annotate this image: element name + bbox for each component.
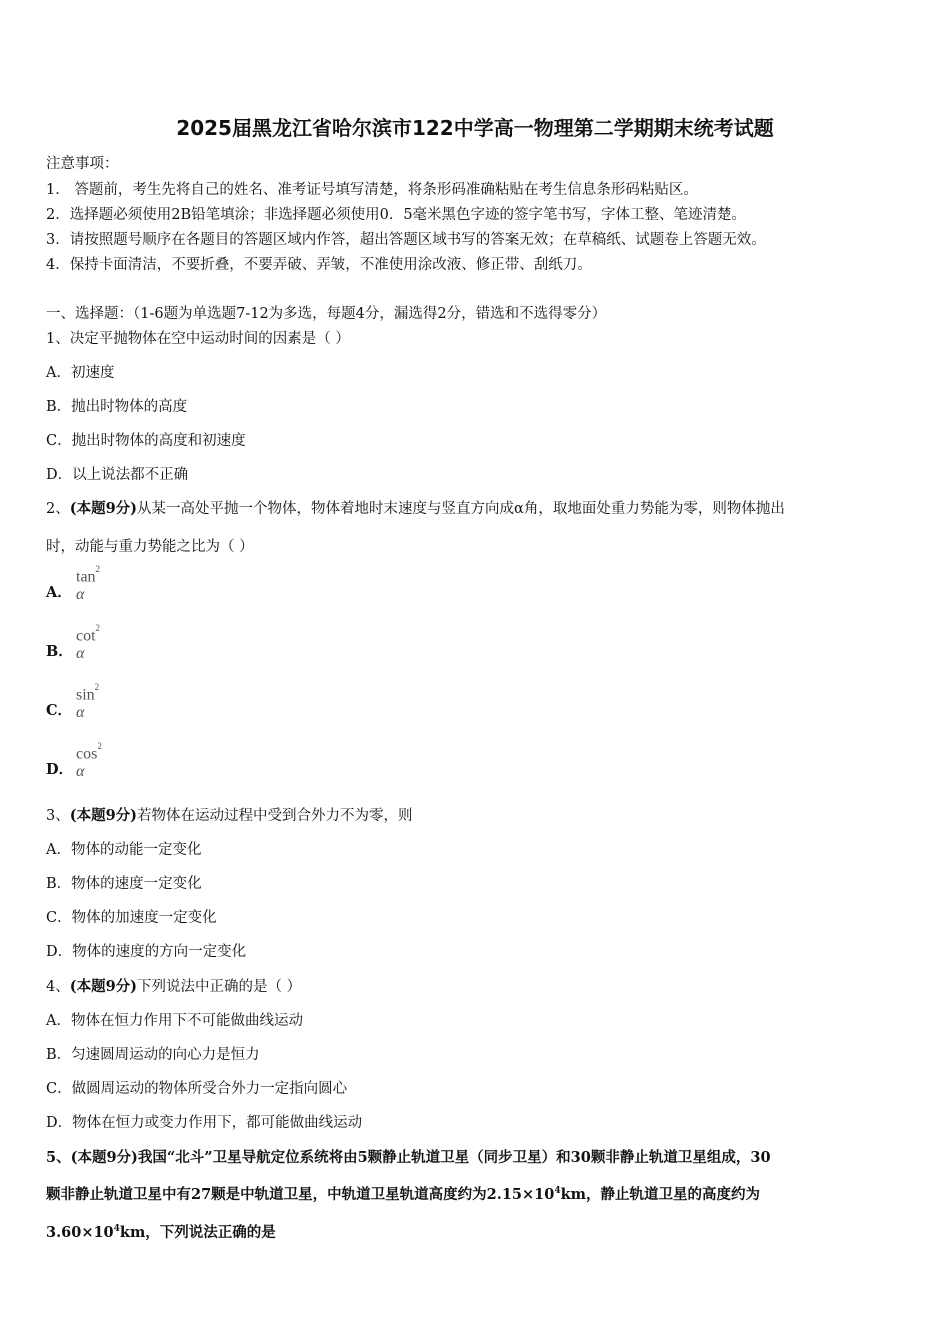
page-title: 2025届黑龙江省哈尔滨市122中学高一物理第二学期期末统考试题 bbox=[176, 116, 774, 140]
q5-line2-b: km，静止轨道卫星的高度约为 bbox=[560, 1186, 760, 1203]
q2-c-var: α bbox=[76, 704, 85, 722]
q2-a-fn: tan bbox=[76, 568, 96, 586]
q2-option-a-label: A． bbox=[46, 584, 72, 601]
q3-stem bbox=[46, 804, 413, 825]
q2-tag: (本题9分) bbox=[69, 500, 138, 517]
q4-stem bbox=[46, 975, 301, 996]
q2-a-var: α bbox=[76, 586, 85, 604]
q5-line2-exp: 4 bbox=[554, 1186, 561, 1197]
q1-option-d: D．以上说法都不正确 bbox=[46, 467, 189, 483]
note-item-3: 3．请按照题号顺序在各题目的答题区域内作答，超出答题区域书写的答案无效；在草稿纸、试题卷上答题无效。 bbox=[46, 232, 766, 248]
q2-option-c-label: C． bbox=[46, 702, 73, 719]
q5-line1-text: 我国“北斗”卫星导航定位系统将由5颗静止轨道卫星（同步卫星）和30颗非静止轨道卫星组成，30 bbox=[137, 1149, 771, 1166]
q4-option-d: D．物体在恒力或变力作用下，都可能做曲线运动 bbox=[46, 1115, 363, 1131]
q5-line3-exp: 4 bbox=[113, 1224, 120, 1235]
q2-option-d-formula bbox=[76, 741, 102, 781]
q2-option-a-formula bbox=[76, 564, 101, 604]
q3-stem-text: 若物体在运动过程中受到合外力不为零，则 bbox=[137, 808, 413, 824]
q5-stem-line1 bbox=[46, 1146, 771, 1167]
q3-option-a: A．物体的动能一定变化 bbox=[46, 842, 202, 858]
q5-tag: (本题9分) bbox=[70, 1149, 138, 1166]
q2-stem-line2: 时，动能与重力势能之比为（ ） bbox=[46, 539, 254, 555]
q3-tag: (本题9分) bbox=[69, 807, 138, 824]
q2-b-fn: cot bbox=[76, 627, 96, 645]
q2-option-b-label: B． bbox=[46, 643, 73, 660]
q2-c-fn: sin bbox=[76, 686, 95, 704]
q5-number: 5、 bbox=[46, 1149, 71, 1166]
q4-option-b: B．匀速圆周运动的向心力是恒力 bbox=[46, 1047, 260, 1063]
q2-number: 2、 bbox=[46, 501, 70, 517]
q1-option-a: A．初速度 bbox=[46, 365, 115, 381]
q1-option-b: B．抛出时物体的高度 bbox=[46, 399, 188, 415]
q3-option-d: D．物体的速度的方向一定变化 bbox=[46, 944, 247, 960]
q5-line3-a: 3.60×10 bbox=[46, 1224, 114, 1241]
q4-option-a: A．物体在恒力作用下不可能做曲线运动 bbox=[46, 1013, 303, 1029]
q5-stem-line3 bbox=[46, 1221, 276, 1242]
q2-d-exp: 2 bbox=[97, 741, 102, 751]
note-item-4: 4．保持卡面清洁，不要折叠，不要弄破、弄皱，不准使用涂改液、修正带、刮纸刀。 bbox=[46, 257, 592, 273]
section-heading: 一、选择题：（1-6题为单选题7-12为多选，每题4分，漏选得2分，错选和不选得零分） bbox=[46, 306, 607, 322]
q2-d-fn: cos bbox=[76, 745, 98, 763]
q3-option-c: C．物体的加速度一定变化 bbox=[46, 910, 217, 926]
q1-option-c: C．抛出时物体的高度和初速度 bbox=[46, 433, 246, 449]
q2-option-c-formula bbox=[76, 682, 100, 722]
q4-tag: (本题9分) bbox=[69, 978, 138, 995]
q2-a-exp: 2 bbox=[95, 564, 101, 574]
q1-stem: 1、决定平抛物体在空中运动时间的因素是（ ） bbox=[46, 331, 350, 347]
q2-stem-text1: 从某一高处平抛一个物体，物体着地时末速度与竖直方向成α角，取地面处重力势能为零，则物体抛出 bbox=[137, 501, 785, 517]
notes-heading: 注意事项： bbox=[46, 156, 119, 172]
q2-option-d-label: D． bbox=[46, 761, 74, 778]
q2-stem-line1 bbox=[46, 497, 785, 518]
q4-option-c: C．做圆周运动的物体所受合外力一定指向圆心 bbox=[46, 1081, 348, 1097]
q2-option-b-formula bbox=[76, 623, 101, 663]
q2-b-var: α bbox=[76, 645, 85, 663]
q2-b-exp: 2 bbox=[95, 623, 101, 633]
note-item-2: 2．选择题必须使用2B铅笔填涂；非选择题必须使用0．5毫米黑色字迹的签字笔书写，字体工整、笔迹清楚。 bbox=[46, 207, 747, 223]
q4-stem-text: 下列说法中正确的是（ ） bbox=[137, 979, 302, 995]
q2-d-var: α bbox=[76, 763, 85, 781]
q4-number: 4、 bbox=[46, 979, 70, 995]
q3-option-b: B．物体的速度一定变化 bbox=[46, 876, 202, 892]
q5-line3-b: km，下列说法正确的是 bbox=[119, 1224, 276, 1241]
q3-number: 3、 bbox=[46, 808, 70, 824]
q2-c-exp: 2 bbox=[94, 682, 100, 692]
q5-stem-line2 bbox=[46, 1183, 760, 1204]
note-item-1: 1． 答题前，考生先将自己的姓名、准考证号填写清楚，将条形码准确粘贴在考生信息条形码粘贴区。 bbox=[46, 182, 698, 198]
q5-line2-a: 颗非静止轨道卫星中有27颗是中轨道卫星，中轨道卫星轨道高度约为2.15×10 bbox=[46, 1186, 555, 1203]
